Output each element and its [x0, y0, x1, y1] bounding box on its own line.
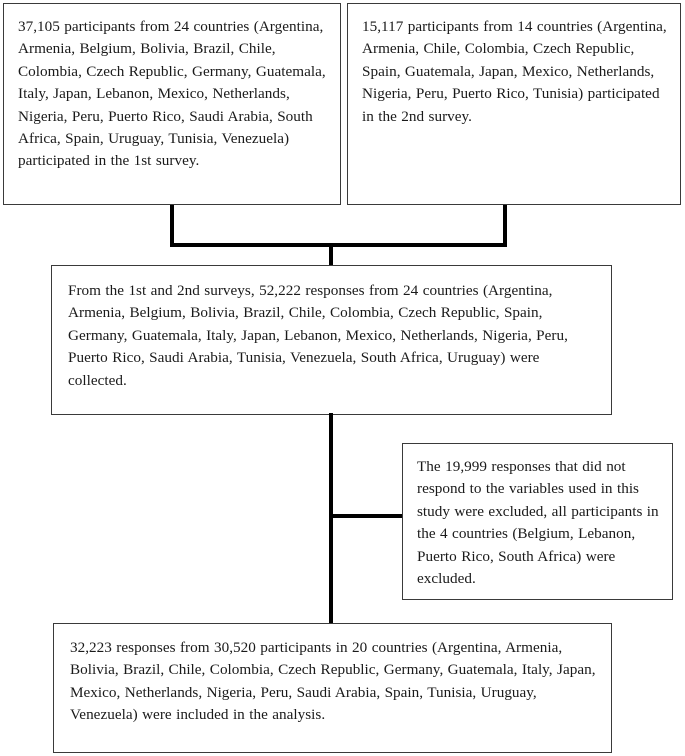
- connector-branch-to-excluded: [329, 514, 404, 518]
- connector-merge-to-combined: [329, 243, 333, 267]
- node-combined-responses-text: From the 1st and 2nd surveys, 52,222 responses from 24 countries (Argentina, Armenia, Belgium, Bolivia, Brazil, Chile, Colombia, Czech Republic, Spain, Germany, Guatemala, Italy, Japan, Lebanon, Mexico, Netherlands, Nigeria, Peru, Puerto Rico, Saudi Arabia, Tunisia, Venezuela, South Africa, Uruguay) were collected.: [68, 282, 568, 389]
- node-survey-1: [3, 3, 341, 205]
- node-excluded: [402, 443, 673, 600]
- node-survey-2-text: 15,117 participants from 14 countries (Argentina, Armenia, Chile, Colombia, Czech Republic, Spain, Guatemala, Japan, Mexico, Netherlands, Nigeria, Peru, Puerto Rico, Tunisia) participated in the 2nd survey.: [362, 18, 667, 125]
- connector-survey-1-down: [170, 205, 174, 247]
- node-survey-1-text: 37,105 participants from 24 countries (Argentina, Armenia, Belgium, Bolivia, Brazil, Chile, Colombia, Czech Republic, Germany, Guatemala, Italy, Japan, Lebanon, Mexico, Netherlands, Nigeria, Peru, Puerto Rico, Saudi Arabia, South Africa, Spain, Uruguay, Tunisia, Venezuela) participated in the 1st survey.: [18, 18, 326, 170]
- node-combined-responses: [51, 265, 612, 415]
- connector-survey-2-down: [503, 205, 507, 247]
- node-included-analysis-text: 32,223 responses from 30,520 participants in 20 countries (Argentina, Armenia, Bolivia, Brazil, Chile, Colombia, Czech Republic, Germany, Guatemala, Italy, Japan, Mexico, Netherlands, Nigeria, Peru, Saudi Arabia, Spain, Tunisia, Uruguay, Venezuela) were included in the analysis.: [70, 639, 596, 724]
- node-excluded-text: The 19,999 responses that did not respond to the variables used in this study were excluded, all participants in the 4 countries (Belgium, Lebanon, Puerto Rico, South Africa) were excluded.: [417, 458, 659, 588]
- connector-merge-horizontal: [170, 243, 507, 247]
- connector-combined-to-included: [329, 413, 333, 625]
- node-included-analysis: [53, 623, 612, 753]
- node-survey-2: [347, 3, 681, 205]
